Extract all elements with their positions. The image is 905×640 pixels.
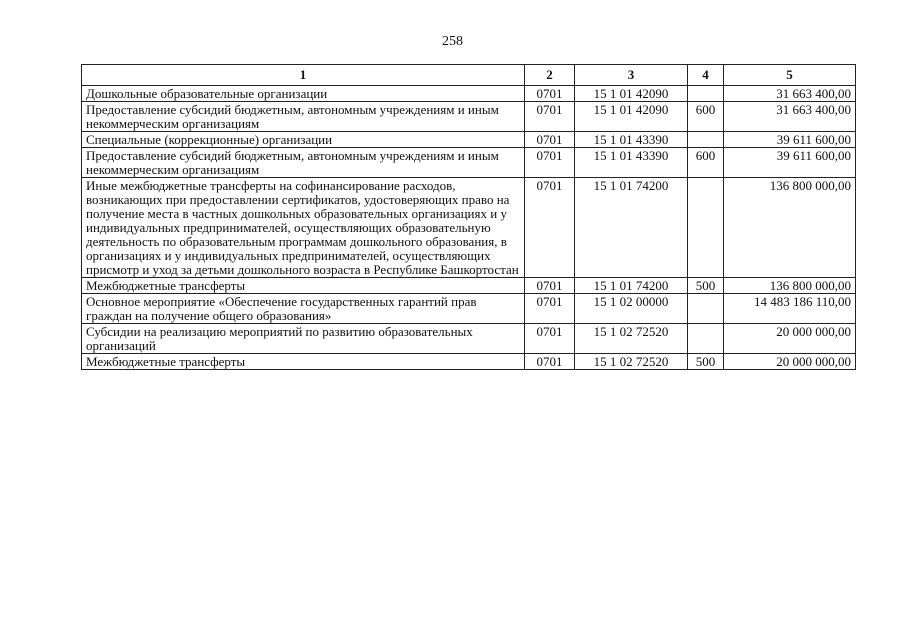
table-row <box>82 178 856 278</box>
row-section: 0701 <box>525 324 575 354</box>
row-code: 15 1 01 42090 <box>575 86 688 102</box>
row-amount: 20 000 000,00 <box>724 354 856 370</box>
row-name: Предоставление субсидий бюджетным, автономным учреждениям и иным некоммерческим организациям <box>82 148 525 178</box>
row-expense-type <box>688 324 724 354</box>
row-expense-type: 600 <box>688 102 724 132</box>
row-code: 15 1 02 72520 <box>575 354 688 370</box>
row-name: Иные межбюджетные трансферты на софинансирование расходов, возникающих при предоставлении сертификатов, удостоверяющих право на получение места в частных дошкольных образовательных организациях и у индивидуальных предпринимателей, осуществляющих образовательную деятельность по образовательным программам дошкольного образования, в организациях и у индивидуальных предпринимателей, осуществляющих присмотр и уход за детьми дошкольного возраста в Республике Башкортостан <box>82 178 525 278</box>
row-name: Межбюджетные трансферты <box>82 278 525 294</box>
table-row <box>82 86 856 102</box>
row-code: 15 1 01 74200 <box>575 178 688 278</box>
header-col-1: 1 <box>82 65 525 86</box>
row-section: 0701 <box>525 148 575 178</box>
row-expense-type <box>688 86 724 102</box>
row-name: Субсидии на реализацию мероприятий по развитию образовательных организаций <box>82 324 525 354</box>
table-row <box>82 102 856 132</box>
row-code: 15 1 02 72520 <box>575 324 688 354</box>
row-section: 0701 <box>525 178 575 278</box>
row-expense-type <box>688 132 724 148</box>
table-row <box>82 132 856 148</box>
row-amount: 14 483 186 110,00 <box>724 294 856 324</box>
row-code: 15 1 01 43390 <box>575 148 688 178</box>
table-row <box>82 354 856 370</box>
row-code: 15 1 01 74200 <box>575 278 688 294</box>
row-amount: 39 611 600,00 <box>724 148 856 178</box>
row-amount: 136 800 000,00 <box>724 278 856 294</box>
budget-table <box>81 64 856 370</box>
row-expense-type: 500 <box>688 278 724 294</box>
header-col-2: 2 <box>525 65 575 86</box>
page-number: 258 <box>442 34 463 49</box>
row-expense-type <box>688 294 724 324</box>
row-section: 0701 <box>525 278 575 294</box>
row-amount: 31 663 400,00 <box>724 102 856 132</box>
row-code: 15 1 01 43390 <box>575 132 688 148</box>
row-amount: 31 663 400,00 <box>724 86 856 102</box>
header-col-4: 4 <box>688 65 724 86</box>
table-row <box>82 294 856 324</box>
header-col-3: 3 <box>575 65 688 86</box>
row-amount: 39 611 600,00 <box>724 132 856 148</box>
row-code: 15 1 02 00000 <box>575 294 688 324</box>
table-row <box>82 278 856 294</box>
table-header-row <box>82 65 856 86</box>
table-row <box>82 148 856 178</box>
row-section: 0701 <box>525 354 575 370</box>
row-expense-type: 500 <box>688 354 724 370</box>
row-name: Основное мероприятие «Обеспечение государственных гарантий прав граждан на получение общего образования» <box>82 294 525 324</box>
row-expense-type: 600 <box>688 148 724 178</box>
row-name: Специальные (коррекционные) организации <box>82 132 525 148</box>
row-name: Предоставление субсидий бюджетным, автономным учреждениям и иным некоммерческим организациям <box>82 102 525 132</box>
row-section: 0701 <box>525 86 575 102</box>
row-section: 0701 <box>525 102 575 132</box>
row-section: 0701 <box>525 132 575 148</box>
row-code: 15 1 01 42090 <box>575 102 688 132</box>
table-row <box>82 324 856 354</box>
row-amount: 136 800 000,00 <box>724 178 856 278</box>
row-name: Дошкольные образовательные организации <box>82 86 525 102</box>
header-col-5: 5 <box>724 65 856 86</box>
row-amount: 20 000 000,00 <box>724 324 856 354</box>
row-expense-type <box>688 178 724 278</box>
row-name: Межбюджетные трансферты <box>82 354 525 370</box>
table-body <box>82 86 856 370</box>
row-section: 0701 <box>525 294 575 324</box>
